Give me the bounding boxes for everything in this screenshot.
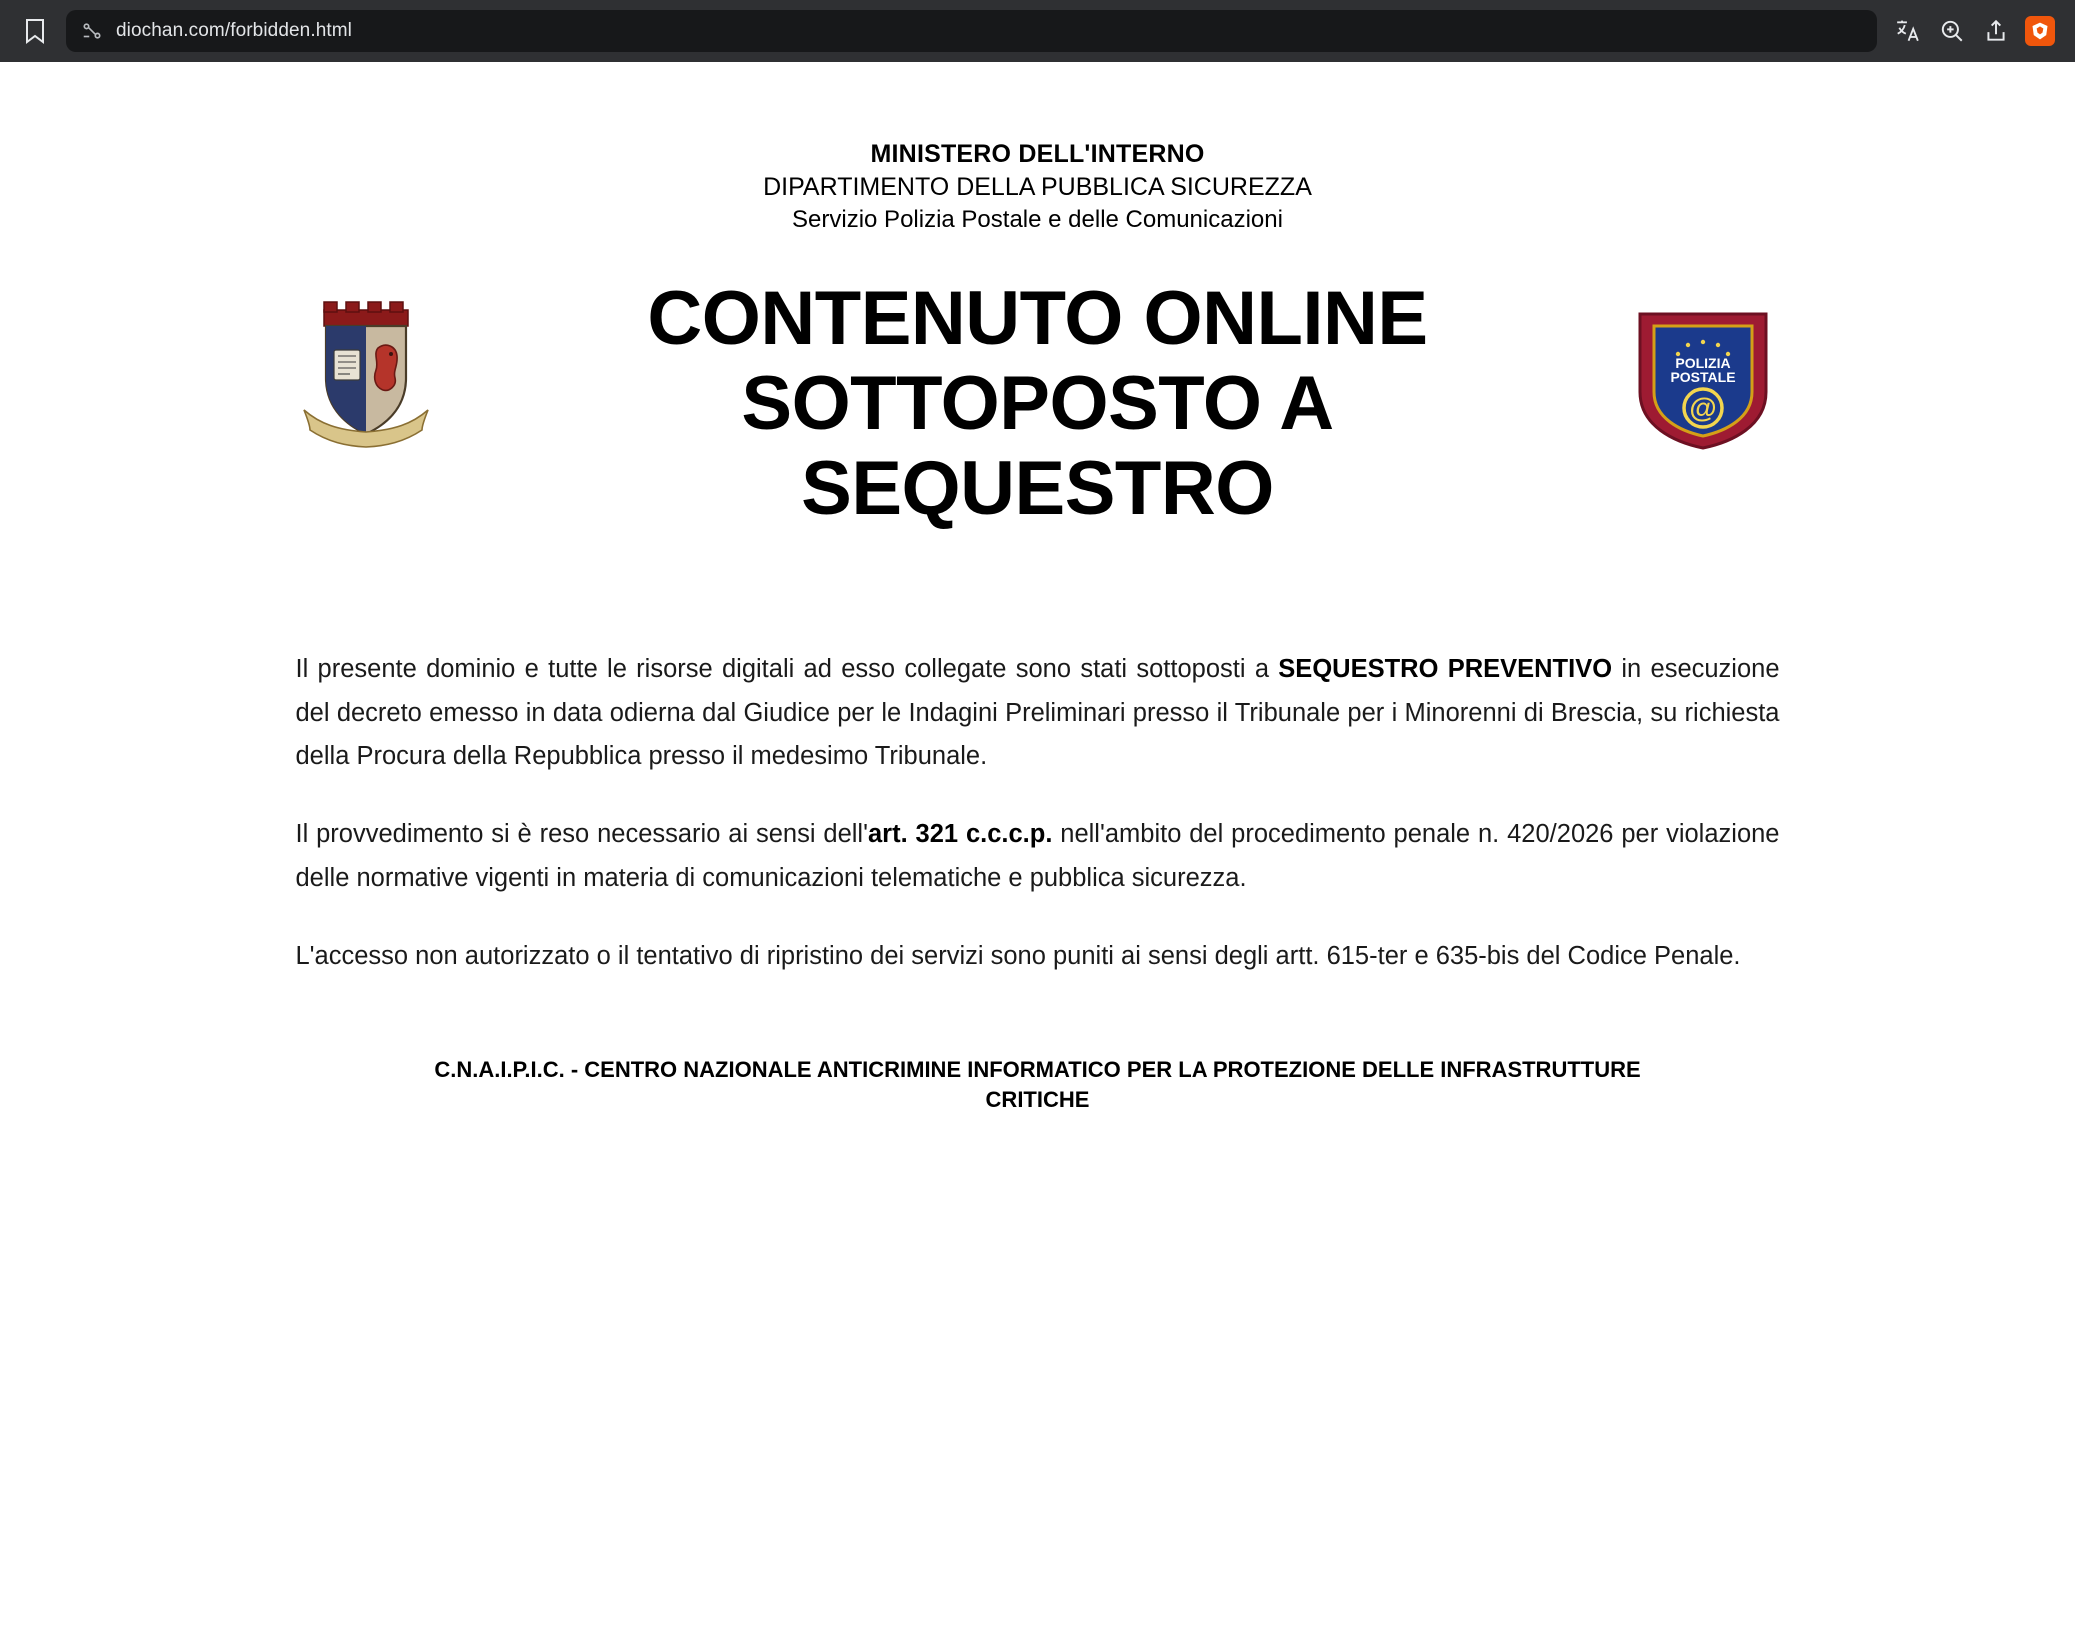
browser-toolbar <box>0 0 2075 62</box>
ministry-header <box>268 138 1808 236</box>
polizia-di-stato-crest-icon <box>286 298 446 468</box>
p2-bold-1: art. 321 c.c.c.p. <box>867 820 1053 849</box>
svg-text:POSTALE: POSTALE <box>1669 368 1736 385</box>
paragraph-3 <box>296 935 1780 979</box>
svg-text:POLIZIA: POLIZIA <box>1674 354 1731 371</box>
cnaipic-footer: C.N.A.I.P.I.C. - CENTRO NAZIONALE ANTICRIMINE INFORMATICO PER LA PROTEZIONE DELLE INFRASTRUTTURE CRITICHE <box>434 1056 1641 1113</box>
paragraph-2 <box>296 813 1780 901</box>
paragraph-1 <box>296 648 1780 780</box>
translate-icon[interactable] <box>1891 14 1925 48</box>
ministry-line-1: MINISTERO DELL'INTERNO <box>870 140 1205 168</box>
p1-part-1: Il presente dominio e tutte le risorse digitali ad esso collegate sono stati sottoposti a <box>295 654 1279 683</box>
svg-text:@: @ <box>1688 391 1717 423</box>
url-text: diochan.com/forbidden.html <box>116 20 353 41</box>
ministry-line-2: DIPARTIMENTO DELLA PUBBLICA SICUREZZA <box>763 173 1312 201</box>
toolbar-actions <box>1891 14 2057 48</box>
share-icon[interactable] <box>1979 14 2013 48</box>
brave-shields-icon[interactable] <box>2023 14 2057 48</box>
hero-section <box>268 276 1808 566</box>
p3-part-1: L'accesso non autorizzato o il tentativo di ripristino dei servizi sono puniti ai sensi degli artt. 615-ter e 635-bis del Codice Penale. <box>295 941 1741 970</box>
bookmark-icon[interactable] <box>18 14 52 48</box>
page-title: CONTENUTO ONLINE SOTTOPOSTO A SEQUESTRO <box>647 275 1428 531</box>
reader-mode-icon[interactable] <box>80 19 104 43</box>
polizia-postale-badge-icon <box>1628 306 1778 456</box>
page-content <box>0 62 2075 1638</box>
ministry-line-3: Servizio Polizia Postale e delle Comunicazioni <box>792 206 1283 233</box>
body-text <box>268 648 1808 979</box>
p2-part-3: nell'ambito del procedimento penale n. 420/2026 per violazione delle normative vigenti in materia di comunicazioni telematiche e pubblica sicurezza. <box>295 820 1780 893</box>
p1-bold-1: SEQUESTRO PREVENTIVO <box>1278 654 1613 683</box>
p2-part-1: Il provvedimento si è reso necessario ai sensi dell' <box>295 820 868 849</box>
p1-part-3: in esecuzione del decreto emesso in data odierna dal Giudice per le Indagini Preliminari presso il Tribunale per i Minorenni di Brescia, su richiesta della Procura della Repubblica presso il medesimo Tribunale. <box>295 654 1780 771</box>
content-wrapper <box>268 62 1808 1116</box>
zoom-in-icon[interactable] <box>1935 14 1969 48</box>
address-bar[interactable] <box>66 10 1877 52</box>
